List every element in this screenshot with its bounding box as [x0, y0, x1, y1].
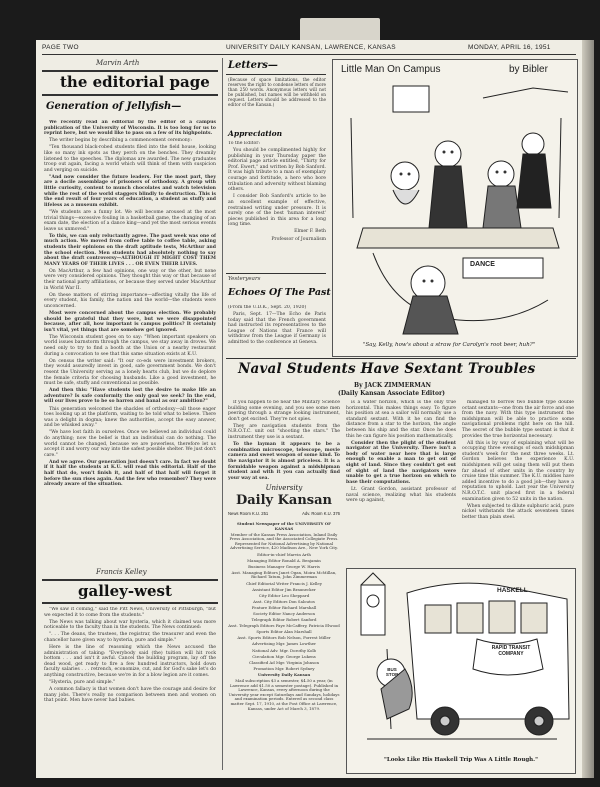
editorial-paragraph: This generation welcomed the shackles of orthodoxy—all those eager toes looking up at the platform, waiting to be told what to believe. There was a delight in dogma; knew the authorities, accept the easy answer, and be whisked away." — [44, 406, 216, 429]
editorial-paragraph: "We have lost faith in ourselves. Once we believed an individual could do anything; now the belief is that an individual can do nothing. The world cannot be changed, because we are powerless, therefore let us accept it and worry our way into the safest possible shelter. We just don't care." — [44, 430, 216, 458]
editorial-paragraph: Most were concerned about the campus election. We probably should be grateful that they were, but we were disappointed because, after all, how important is campus politics? It certainly isn't vital, yet things that are somehow get ignored. — [44, 311, 216, 333]
naval-rule — [226, 358, 576, 359]
masthead-name: Daily Kansan — [235, 493, 333, 508]
galley-paragraph: Here is the line of reasoning which the News accused the administration of taking: "Everybody said (the) tuition will hit rock bottom . . . and isn't it awful. Cancel the building program, lay off the dead wood, get ready to fire a few hundred instructors, hold down faculty salaries . . . retrench, economize, cut, and for God's sake let's do anything constructive, because we're in for a blow legion are it comes. — [44, 645, 216, 679]
appreciation-title: Appreciation — [228, 129, 283, 138]
editorial-paragraph: On MacArthur, a few had opinions, one way or the other, but none were very considered opinions. They thought this way or that because of their national party affiliations, or because they served under MacArthur in World War II. — [44, 268, 216, 291]
cartoon-caption: "Say, Kelly, how's about a straw for Carolyn's root beer, huh?" — [363, 342, 536, 348]
naval-paragraph: is a water horizon, which is the only true horizontal. This makes things easy. To figure his position at sea a sailor will normally use a standard sextant. With it he can find the distance from a star to the horizon, the angle between his ship and the star. Once he does this he can figure his position mathematically. — [346, 400, 456, 439]
naval-byline: By JACK ZIMMERMAN — [354, 382, 432, 389]
header-rule — [42, 54, 576, 55]
galley-byline: Francis Kelley — [96, 568, 147, 576]
masthead-staff — [228, 522, 340, 770]
editorial-paragraph: "Ten thousand black-robed students filed into the field house, looking like so many ink spots as they perch on the benches. They dreamily listened to the speeches. The diplomas are awarded. The new graduates troop out again, facing a world which will think of them with suspicion and verging on suicide. — [44, 145, 216, 173]
masthead-phone: News Room K.U. 251 — [228, 511, 269, 516]
editorial-paragraph: On census the writer said: "It our co-eds were investment brokers, they would assuredly invest in good, safe government bonds. We don't resent the University serving as a lonely hearts club, but we do deplore the female criteria for choosing husbands. Like a good investment, he must be safe, stuffy and conventional as possible. — [44, 358, 216, 387]
naval-col3 — [462, 400, 574, 564]
editorial-paragraph: The writer begins by describing a commencement ceremony: — [49, 138, 192, 144]
masthead-line: Asst. Sports Editors Bob Nelson, Forrest Miller — [237, 635, 331, 641]
naval-paragraph: All this is by way of explaining what will be occupying three evenings of each midshipman student's week for the next three weeks. Lt. Gordon believes the experience K.U. midshipmen will get using them will put them far ahead of other units in the country by cruise time this summer. The K.U. middies have added incentive to do a good job—they have a reputation to uphold. Last year the University N.R.O.T.C. unit placed first in a federal examination given to 52 units in the nation. — [462, 440, 574, 502]
masthead-line: Assistant Editor Jim Braunecker — [252, 586, 316, 592]
little-man-on-campus-cartoon — [332, 59, 578, 357]
bus-cartoon-caption: "Looks Like His Haskell Trip Was A Little Rough." — [384, 757, 538, 763]
naval-paragraph: managed to borrow two bubble type double octant sextants—one from the air force and one from the navy. With this type instrument the midshipman will be able to practice some navigational problems right here on the hill. The secret of the bubble type sextant is that it provides the true horizontal necessary. — [462, 400, 574, 439]
masthead-line: City Editor Leo Sheppard — [258, 592, 310, 598]
newspaper-page — [36, 40, 582, 778]
masthead-line: Asst. City Editors Don Saloutos — [253, 598, 315, 604]
masthead-phone: Adv. Room K.U. 376 — [302, 511, 340, 516]
naval-paragraph: Lt. Grant Gordon, assistant professor of naval science, realizing what his students were up against, — [346, 486, 456, 504]
letters-paragraph: I consider Bob Sanford's article to be an excellent example of effective, restrained writing under pressure. It is surely one of the best 'human interest' pieces published in this area for a long long time. — [228, 194, 326, 228]
masthead-line: Business Manager George W. Harris — [248, 563, 320, 569]
galley-heading: galley-west — [78, 582, 172, 600]
letters-signer-title: Professor of Journalism — [271, 236, 326, 242]
editorial-page-heading: the editorial page — [60, 73, 210, 91]
masthead-line: National Adv. Mgr. Dorothy Kolb — [251, 647, 317, 653]
masthead-line: Student Newspaper of the UNIVERSITY OF KANSAS — [237, 522, 331, 531]
masthead-line: Editor-in-chief Marvin Arth — [257, 551, 311, 557]
paper-name: UNIVERSITY DAILY KANSAN, LAWRENCE, KANSAS — [226, 44, 396, 51]
bus-drawing — [347, 569, 575, 755]
galley-paragraph: ". . . The deans, the trustees, the registrar, the treasurer and even the chancellor have given way to hysteria, pure and simple." — [44, 632, 216, 643]
issue-date: MONDAY, APRIL 16, 1951 — [468, 44, 551, 51]
editorial-body — [44, 120, 216, 565]
letters-rule — [226, 74, 326, 75]
masthead-line: Classified Ad Mgr. Virginia Johnson — [249, 659, 319, 665]
naval-headline: Naval Students Have Sextant Troubles — [238, 361, 536, 377]
naval-col2 — [346, 400, 456, 564]
editorial-title: Generation of Jellyfish— — [46, 101, 182, 112]
yesteryears-rule — [226, 273, 326, 274]
naval-role: (Daily Kansan Associate Editor) — [338, 390, 445, 397]
editorial-rule-2 — [42, 94, 218, 96]
letters-salutation: To the Editor: — [228, 141, 261, 146]
naval-paragraph: To the layman it appears to be a combination microscope, telescope, movie camera and sweet weapon of some kind. To the navigator it is almost priceless. It is a formidable weapon against a midshipman student and with it you can actually find your way at sea. — [228, 442, 340, 480]
page-number: PAGE TWO — [42, 44, 79, 51]
page-edge — [582, 40, 594, 778]
yesteryears-source: (From the U.D.K., Sept. 20, 1920) — [228, 305, 307, 310]
naval-paragraph: If you happen to be near the Military Science building some evening, and you see some men peering through a strange looking instrument, don't get excited. They're not spies. — [228, 400, 340, 422]
masthead-line: Telegraph Editor Robert Sanford — [251, 617, 317, 623]
galley-rule-2 — [42, 602, 218, 604]
haskell-bus-cartoon — [346, 568, 576, 774]
editorial-paragraph: To this, we can only reluctantly agree. The past week was one of much action. We moved from coffee table to coffee table, asking students their opinions on the draft aptitude tests, McArthur and the school election. Men students had absolutely nothing to say about the draft controversy—ALTHOUGH IT MIGHT COST THEM MANY YEARS OF THEIR LIVES . . . OR EVEN THEIR LIVES. — [44, 233, 216, 267]
yesteryears-label: Yesteryears — [228, 276, 261, 282]
binder-clip — [300, 18, 380, 42]
galley-paragraph: "Hysteria, pure and simple." — [49, 680, 116, 686]
naval-col1 — [228, 400, 340, 480]
letters-body — [228, 141, 326, 271]
masthead-line: Society Editor Nancy Anderson — [253, 611, 315, 616]
editorial-rule — [42, 70, 218, 72]
cartoon-title: Little Man On Campus — [341, 64, 441, 75]
dance-sign: DANCE — [470, 261, 495, 268]
letters-heading: Letters— — [228, 60, 278, 71]
column-divider — [222, 58, 223, 770]
naval-paragraph: Consider then the plight of the student navigator at the University. There isn't a body of water near here that is large enough to enable a man to get out of sight of land. Since they couldn't get out of sight of land the navigators were unable to get a true horizon on which to base their computations. — [346, 440, 456, 485]
yesteryears-text: Paris, Sept. 17—The Echo de Paris today said that the French government had instructed its representatives to the League of Nations that France will withdraw from the League if Germany is admitted to the conference at Geneva. — [228, 312, 326, 346]
cartoon-artist: by Bibler — [509, 64, 548, 75]
letters-note: (Because of space limitations, the editor reserves the right to condense letters of more than 250 words. Anonymous letters will not be published, but names will be withheld on request. Letters should be addressed to the editor of the Kansan.) — [228, 77, 326, 107]
masthead-line: Feature Editor Richard Marshall — [251, 604, 317, 610]
editorial-paragraph: And then this: "Have students lost the desire to make life an adventure? Is safe conformity the only goal we seek? In the end, will our lives prove to be so barren and banal as our ambition?" — [44, 388, 216, 405]
bus-label: HASKELL — [497, 587, 528, 594]
masthead — [228, 484, 340, 516]
masthead-small: University — [265, 484, 303, 492]
editorial-paragraph: "We students are a funny lot. We will become aroused at the most trivial things—excessive fouling in a basketball game, the changing of an exam date, the election of a dance king—and yet the most serious events leave us unmoved." — [44, 209, 216, 232]
letters-signer: Elmer F. Beth — [294, 229, 326, 235]
editorial-paragraph: We recently read an editorial by the editor of a campus publication of the University of Wisconsin. It is too long for us to reprint here, but we would like to pass on a few of its highpoints. — [44, 120, 216, 137]
masthead-line: Chief Editorial Writer Francis J. Kelley — [246, 580, 322, 586]
galley-paragraph: "We saw it coming," said the Pitt News, University of Pittsburgh, "but we expected it to come from the students." — [44, 607, 216, 618]
yesteryears-title: Echoes Of The Past — [228, 287, 331, 298]
masthead-line: Member of the Kansas Press Association, Inland Daily Press Association, and the Associated Collegiate Press. Represented for National Advertising by National Advertising Service, 420 Madison Ave., New York City. — [229, 531, 339, 551]
naval-paragraph: When subjected to dilute sulphuric acid, pure nickel withstands the attack seventeen times better than plain steel. — [462, 503, 574, 520]
masthead-line: Asst. Managing Editors Janet Ogan, Moira McMillan, Richard Tatum, John Zimmerman — [231, 569, 337, 580]
editorial-paragraph: "And now consider the future leaders. For the most part, they are a docile assemblage of prisoners of orthodoxy. A group with little curiosity, content to munch chocolates and watch television while the rest of the world staggers blindly to destruction. This is the end result of four years of education, a student as stuffy and lifeless as a museum exhibit. — [44, 174, 216, 208]
galley-paragraph: The News was talking about war hysteria, which it claimed was more noticeable to the faculty than in the students. The News continued: — [44, 619, 216, 631]
editorial-paragraph: And we agree. Our generation just doesn't care. In fact we doubt if it half the students at K.U. will read this editorial. Half of the half that do, won't finish it, and half of that half will forget it before the sun rises again. And the few who remember? They were already aware of the situation. — [44, 459, 216, 488]
cartoon-drawing — [333, 78, 577, 340]
masthead-line: University Daily Kansan — [257, 671, 311, 677]
masthead-line: Managing Editor Ronald A. Benjamin — [247, 557, 321, 563]
masthead-line: Promotion Mgr. Robert Sydney — [253, 665, 315, 671]
rapid-transit-sign: RAPID TRANSIT COMPANY — [491, 645, 531, 657]
yesteryears-body — [228, 305, 326, 351]
galley-rule — [42, 579, 218, 581]
masthead-line: Sports Editor Alan Marshall — [256, 629, 312, 635]
galley-body — [44, 607, 216, 775]
editorial-byline: Marvin Arth — [96, 59, 140, 67]
masthead-line: Advertising Mgr. James Lowther — [252, 641, 316, 647]
letters-paragraph: You should be complimented highly for publishing in your Thursday paper the editorial page article entitled, "Thirty for Prof. Ewert," and written by Bob Sanford. It was high tribute to a man of exemplary courage and fortitude, a hero who bore tribulation and adversity without blaming others. — [228, 148, 326, 193]
editorial-paragraph: On these matters of stirring importance—affecting vitally the life of every student, his family, the nation and the world—the students were unconcerned. — [44, 292, 216, 309]
bus-stop-sign: BUS STOP — [385, 667, 399, 677]
masthead-line: Mail subscription $3 a semester, $4.50 a year, (in Lawrence add $1.50 a semester postage). Published in Lawrence, Kansas, every afternoon during the University year except Saturdays and Sundays, holidays and examination periods. Entered as second class matter Sept. 17, 1910, at the Post Office at Lawrence, Kansas, under Act of March 3, 1879. — [228, 678, 340, 711]
naval-paragraph: They are navigation students from the N.R.O.T.C. unit out "shooting the stars." The instrument they use is a sextant. — [228, 423, 340, 441]
masthead-line: Asst. Telegraph Editors Faye McCaffery, Patricia Elwood — [228, 623, 340, 629]
editorial-paragraph: The Wisconsin student goes on to say: "When important speakers on world issues barnstorm through the campus, we stay away in droves. We need only to try to find a booth at the Union or a nearby restaurant during a convocation to see that this same situation exists at K.U. — [44, 334, 216, 357]
masthead-line: Circulation Mgr. George Lukens — [252, 653, 316, 659]
galley-paragraph: A common fallacy is that women don't have the courage and desire for many jobs. There's really no comparison between men and women on that point. Men have never had babies. — [44, 687, 216, 704]
